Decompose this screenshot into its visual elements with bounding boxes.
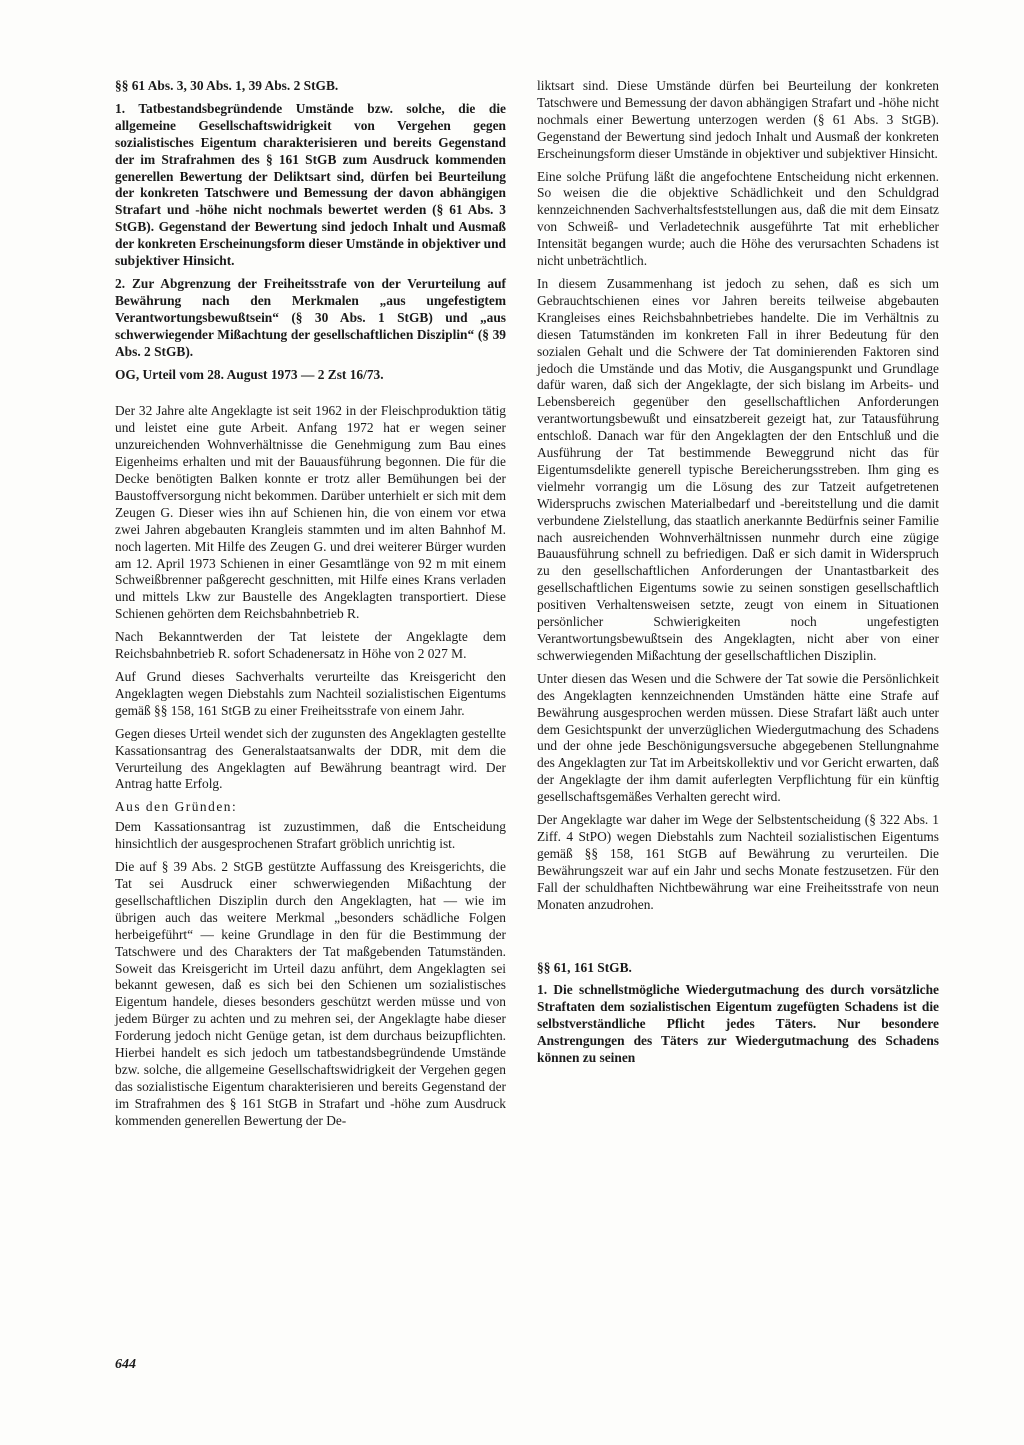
left-column xyxy=(115,78,506,1136)
body-paragraph: Die auf § 39 Abs. 2 StGB gestützte Auffassung des Kreisgerichts, die Tat sei Ausdruck einer schwerwiegenden Mißachtung der gesellschaftlichen Disziplin durch den Angeklagten, hat — wie im übrigen auch das weitere Merkmal „besonders schädliche Folgen herbeigeführt“ — keine Grundlage in den für die Bestimmung der Tatschwere und des Charakters der Tat maßgebenden Tatumständen. Soweit das Kreisgericht im Urteil dazu anführt, dem Angeklagten sei bekannt gewesen, daß es sich bei den Schienen um sozialistisches Eigentum handele, dieses besonders geschützt werden müsse und von jedem Bürger zu achten und zu mehren sei, der Angeklagte habe dieser Forderung jedoch nicht Genüge getan, ist dem durchaus beizupflichten. Hierbei handelt es sich jedoch um tatbestandsbegründende Umstände bzw. solche, die allgemeine Gesellschaftswidrigkeit der Vergehen gegen das sozialistische Eigentum charakterisieren und bereits Gegenstand der im Strafrahmen des § 161 StGB in Strafart und -höhe zum Ausdruck kommenden generellen Bewertung der De- xyxy=(115,859,506,1128)
next-case-guideline-1: 1. Die schnellstmögliche Wiedergutmachung des durch vorsätzliche Straftaten dem sozialistischen Eigentum zugefügten Schadens ist die selbstverständliche Pflicht jedes Täters. Nur besondere Anstrengungen des Täters zur Wiedergutmachung des Schadens können zu seinen xyxy=(537,982,939,1066)
body-paragraph: Nach Bekanntwerden der Tat leistete der Angeklagte dem Reichsbahnbetrieb R. sofort Schadenersatz in Höhe von 2 027 M. xyxy=(115,629,506,662)
body-paragraph: Eine solche Prüfung läßt die angefochtene Entscheidung nicht erkennen. So weisen die die objektive Schädlichkeit und den Schuldgrad kennzeichnenden Sachverhaltsfeststellungen aus, daß die mit dem Einsatz von Schweiß- und Verladetechnik ausgeführte Tat mit erheblicher Intensität begangen wurde; auch die Höhe des verursachten Schadens ist nicht unbeträchtlich. xyxy=(537,168,939,269)
body-paragraph: liktsart sind. Diese Umstände dürfen bei Beurteilung der konkreten Tatschwere und Bemessung der davon abhängigen Strafart und -höhe nicht nochmals einer Bewertung unterzogen werden (§ 61 Abs. 3 StGB). Gegenstand der Bewertung sind jedoch Inhalt und Ausmaß der konkreten Erscheinungsform dieser Umstände in objektiver und subjektiver Hinsicht. xyxy=(537,78,939,161)
body-paragraph: Dem Kassationsantrag ist zuzustimmen, daß die Entscheidung hinsichtlich der ausgesprochenen Strafart gröblich unrichtig ist. xyxy=(115,819,506,852)
body-paragraph: Der 32 Jahre alte Angeklagte ist seit 1962 in der Fleischproduktion tätig und leistet eine gute Arbeit. Anfang 1972 hat er wegen seiner unzureichenden Wohnverhältnisse die Genehmigung zum Bau eines Eigenheims erhalten und mit der Bauausführung begonnen. Die für die Decke benötigten Balken konnte er trotz aller Bemühungen bei der Baustoffversorgung nicht bekommen. Darüber unterhielt er sich mit dem Zeugen G. Dieser wies ihn auf Schienen hin, die von einem vor etwa zwei Jahren abgebauten Krangleis stammten und im alten Bahnhof M. noch lagerten. Mit Hilfe des Zeugen G. und drei weiterer Bürger wurden am 12. April 1973 Schienen in einer Gesamtlänge von 92 m mit einem Schweißbrenner paßgerecht geschnitten, mit Hilfe eines Krans verladen und mittels Lkw zur Baustelle des Angeklagten transportiert. Diese Schienen gehörten dem Reichsbahnbetrieb R. xyxy=(115,403,506,622)
guideline-2: 2. Zur Abgrenzung der Freiheitsstrafe von der Verurteilung auf Bewährung nach den Merkmalen „aus ungefestigtem Verantwortungsbewußtsein“ (§ 30 Abs. 1 StGB) und „aus schwerwiegender Mißachtung der gesellschaftlichen Disziplin“ (§ 39 Abs. 2 StGB). xyxy=(115,275,506,359)
body-paragraph: Auf Grund dieses Sachverhalts verurteilte das Kreisgericht den Angeklagten wegen Diebstahls zum Nachteil sozialistischen Eigentums gemäß §§ 158, 161 StGB zu einer Freiheitsstrafe von einem Jahr. xyxy=(115,669,506,718)
next-case-reference: §§ 61, 161 StGB. xyxy=(537,959,632,975)
body-paragraph: Unter diesen das Wesen und die Schwere der Tat sowie die Persönlichkeit des Angeklagten kennzeichnenden Umständen hätte eine Strafe auf Bewährung ausgesprochen werden müssen. Diese Strafart läßt auch unter dem Gesichtspunkt der unverzüglichen Wiedergutmachung des Schadens und der ohne jede Beschönigungsversuche abgegebenen Stellungnahme des Angeklagten zur Tat im Arbeitskollektiv und vor Gericht erwarten, daß der Angeklagte der ihm damit auferlegten Verpflichtung für ein künftig gesellschaftsgemäßes Verhalten gerecht wird. xyxy=(537,670,939,805)
legal-reference: §§ 61 Abs. 3, 30 Abs. 1, 39 Abs. 2 StGB. xyxy=(115,78,339,93)
page-number: 644 xyxy=(115,1357,136,1372)
section-spacer xyxy=(537,920,939,960)
body-paragraph: Der Angeklagte war daher im Wege der Selbstentscheidung (§ 322 Abs. 1 Ziff. 4 StPO) wegen Diebstahls zum Nachteil sozialistischen Eigentums gemäß §§ 158, 161 StGB auf Bewährung zu verurteilen. Die Bewährungszeit war auf ein Jahr und sechs Monate festzusetzen. Für den Fall der schuldhaften Nichtbewährung war eine Freiheitsstrafe von neun Monaten anzudrohen. xyxy=(537,812,939,912)
guideline-1: 1. Tatbestandsbegründende Umstände bzw. solche, die die allgemeine Gesellschaftswidrigkeit von Vergehen gegen sozialistisches Eigentum charakterisieren und bereits Gegenstand der im Strafrahmen des § 161 StGB zum Ausdruck kommenden generellen Bewertung der Deliktsart sind, dürfen bei Beurteilung der konkreten Tatschwere und Bemessung der davon abhängigen Strafart und -höhe nicht nochmals bewertet werden (§ 61 Abs. 3 StGB). Gegenstand der Bewertung sind jedoch Inhalt und Ausmaß der konkreten Erscheinungsform dieser Umstände in objektiver und subjektiver Hinsicht. xyxy=(115,100,506,269)
body-paragraph: Gegen dieses Urteil wendet sich der zugunsten des Angeklagten gestellte Kassationsantrag des Generalstaatsanwalts der DDR, mit dem die Verurteilung des Angeklagten auf Bewährung beantragt wird. Der Antrag hatte Erfolg. xyxy=(115,725,506,792)
court-decision-source: OG, Urteil vom 28. August 1973 — 2 Zst 16/73. xyxy=(115,366,384,382)
body-paragraph: In diesem Zusammenhang ist jedoch zu sehen, daß es sich um Gebrauchtschienen eines vor Jahren bereits teilweise abgebauten Krangleises eines Reichsbahnbetriebes handelte. Die im Verhältnis zu diesen Tatumständen im konkreten Fall in ihrer Bedeutung für den sozialen Gehalt und die Schwere der Tat dominierenden Faktoren sind jedoch die Umstände und das Motiv, die Ausgangspunkt und Grundlage dafür waren, daß sich der Angeklagte, der sich bislang im Arbeits- und Lebensbereich gegenüber den gesellschaftlichen Anforderungen verantwortungsbewußt und einsatzbereit gezeigt hat, zur Tatausführung entschloß. Danach war für den Angeklagten der den Entschluß und die Ausführung der Tat bestimmende Beweggrund nicht das für Eigentumsdelikte generell typische Bereicherungsstreben. Ihm ging es vielmehr vorrangig um die Lösung des zur Tatzeit aufgetretenen Widerspruchs zwischen Materialbedarf und -bereitstellung und die damit verbundene Zielstellung, das staatlich anerkannte Bedürfnis seiner Familie nach ausreichenden Wohnverhältnissen nunmehr durch eine zügige Bauausführung schnell zu befriedigen. Daß er sich damit in Widerspruch zu den gesellschaftlichen Anforderungen der Unantastbarkeit des gesellschaftlichen Eigentums sowie zu seinen sonstigen gesellschaftlich positiven Verhaltensweisen setzte, zeugt von einem in Situationen persönlicher Schwierigkeiten noch ungefestigten Verantwortungsbewußtsein des Angeklagten, nicht aber von einer schwerwiegenden Mißachtung der gesellschaftlichen Disziplin. xyxy=(537,275,939,663)
right-column xyxy=(537,78,939,1073)
reasons-heading: Aus den Gründen: xyxy=(115,799,238,815)
